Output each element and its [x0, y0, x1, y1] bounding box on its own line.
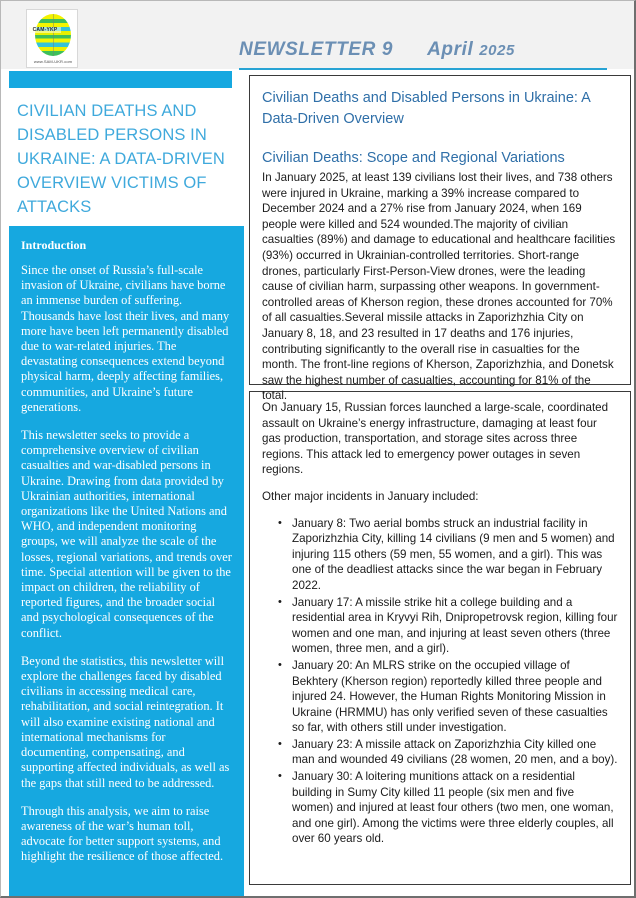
article-title: Civilian Deaths and Disabled Persons in Ukraine: A Data-Driven Overview [262, 90, 591, 127]
list-item: • January 8: Two aerial bombs struck an industrial facility in Zaporizhzhia City, killing 14 civilians (9 men and 5 women) and injuring 115 others (59 men, 55 women, and a girl). This was one of the deadliest attacks since the war began in February 2022. [292, 516, 618, 594]
list-item: • January 20: An MLRS strike on the occupied village of Bekhtery (Kherson region) reportedly killed three people and injured 24. However, the Human Rights Monitoring Mission in Ukraine (HRMMU) has only verified seven of these casualties so far, with others still under investigation. [292, 658, 618, 736]
masthead-year: 2025 [479, 42, 516, 59]
masthead-month: April [427, 39, 474, 60]
main-content [249, 75, 631, 885]
sidebar-accent-band [9, 71, 232, 88]
sidebar-paragraph: This newsletter seeks to provide a comprehensive overview of civilian casualties and war-disabled persons in Ukraine. Drawing from data provided by Ukrainian authorities, international organizations like the United Nations and WHO, and independent monitoring groups, we will analyze the scale of the losses, regional variations, and trends over time. Special attention will be given to the impact on children, the reliability of reported figures, and the broader social and psychological consequences of the conflict. [21, 428, 232, 640]
masthead-issue-number: 9 [381, 39, 394, 60]
sidebar-title: CIVILIAN DEATHS AND DISABLED PERSONS IN UKRAINE: A DATA-DRIVEN OVERVIEW VICTIMS OF ATTACKS [17, 102, 225, 216]
sidebar-paragraph: Beyond the statistics, this newsletter will explore the challenges faced by disabled civilians in accessing medical care, rehabilitation, and social reintegration. It will also examine existing national and international mechanisms for documenting, compensating, and supporting affected individuals, as well as the gaps that still need to be addressed. [21, 653, 230, 790]
sidebar-paragraph: Through this analysis, we aim to raise awareness of the war’s human toll, advocate for better support systems, and highlight the resilience of those affected. [21, 803, 224, 864]
incidents-intro-paragraph: On January 15, Russian forces launched a large-scale, coordinated assault on Ukraine’s energy infrastructure, damaging at least four gas production, transportation, and storage sites across three regions. This attack led to emergency power outages in seven regions. [262, 401, 609, 477]
article-body-text: In January 2025, at least 139 civilians lost their lives, and 738 others were injured in Ukraine, marking a 39% increase compared to December 2024 and a 27% rise from January 2024, when 169 people were killed and 524 wounded.The majority of civilian casualties (89%) and damage to educational and healthcare facilities (93%) occurred in Ukrainian-controlled territories. Short-range drones, particularly First-Person-View drones, were the leading cause of civilian harm, surpassing other weapons. In government-controlled areas of Kherson region, these drones accounted for 70% of all casualties.Several missile attacks in Zaporizhzhia City on January 8, 18, and 23 resulted in 17 deaths and 176 injuries, contributing significantly to the overall rise in casualties for the month. The front-line regions of Kherson, Zaporizhzhia, and Donetsk saw the highest number of casualties, accounting for 81% of the total. [262, 171, 616, 403]
list-item: • January 23: A missile attack on Zaporizhzhia City killed one man and wounded 49 civilians (28 women, 20 men, and a boy). [292, 737, 618, 768]
list-item: • January 30: A loitering munitions attack on a residential building in Sumy City killed 11 people (six men and five women) and injured at least four others (two men, one woman, and one girl). Among the victims were three elderly couples, all over 60 years old. [292, 769, 618, 847]
organization-logo [26, 9, 78, 68]
incidents-list-lead: Other major incidents in January included: [262, 489, 479, 503]
left-sidebar [9, 71, 244, 889]
header-divider [239, 68, 607, 70]
article-panel-overview [249, 75, 631, 403]
logo-label: CAM-YKP [29, 27, 61, 33]
incidents-list [262, 516, 618, 847]
sidebar-paragraph: Since the onset of Russia’s full-scale invasion of Ukraine, civilians have borne an immense burden of suffering. Thousands have lost their lives, and many more have been left permanently disabled due to war-related injuries. The devastating consequences extend beyond physical harm, deeply affecting families, communities, and Ukraine’s future generations. [21, 263, 230, 414]
sidebar-section-heading: Introduction [21, 238, 87, 252]
masthead [239, 39, 515, 61]
sidebar-body [9, 226, 244, 898]
logo-website-url: www.SAM-UKR.com [33, 59, 73, 64]
globe-icon [35, 14, 71, 56]
article-panel-incidents [249, 391, 631, 885]
article-section-heading: Civilian Deaths: Scope and Regional Variations [262, 150, 565, 166]
masthead-title: NEWSLETTER [239, 39, 376, 60]
list-item: • January 17: A missile strike hit a college building and a residential area in Kryvyi Rih, Dnipropetrovsk region, killing four women and one man, and injuring at least seven others (three women, three men, and a girl). [292, 595, 618, 657]
page-header [1, 1, 635, 69]
